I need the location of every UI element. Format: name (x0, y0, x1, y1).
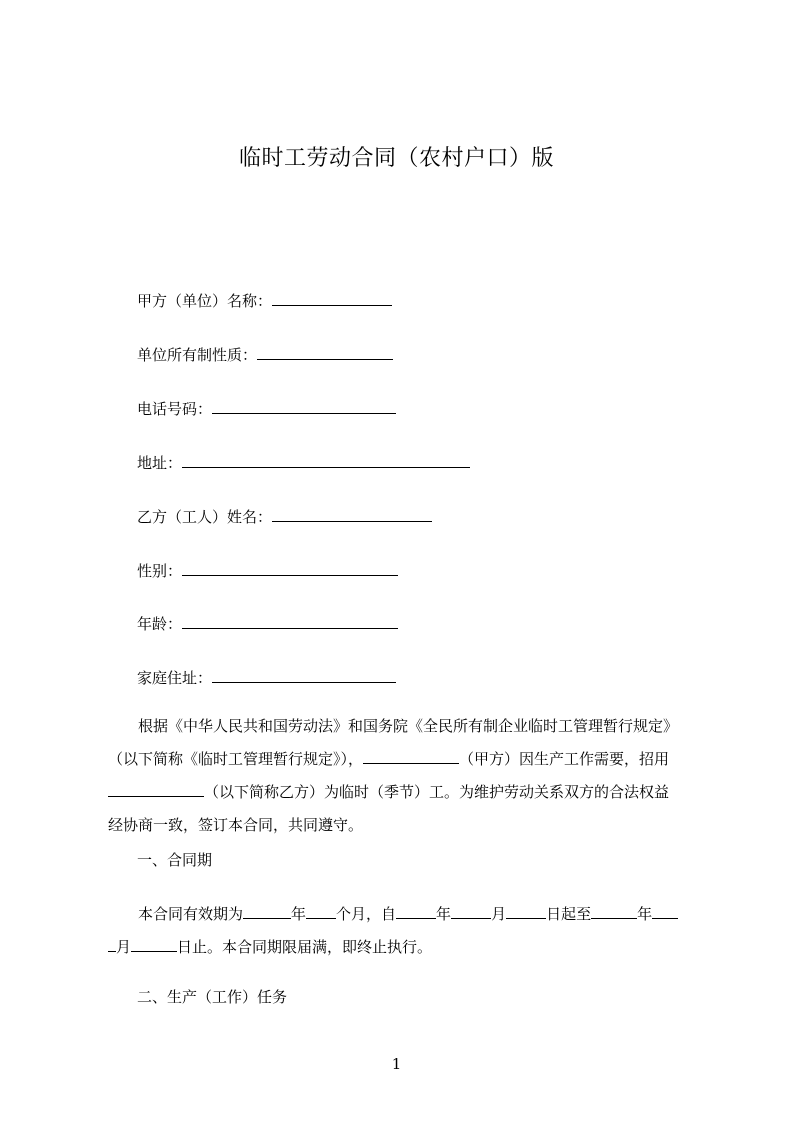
field-employer-name (137, 291, 392, 311)
term-line-2 (108, 931, 708, 964)
field-label: 家庭住址： (137, 669, 213, 687)
fill-blank (108, 782, 204, 797)
section-heading-production-task: 二、生产（工作）任务 (137, 988, 288, 1006)
fill-blank (396, 904, 436, 919)
field-label: 电话号码： (137, 400, 213, 418)
intro-text: （以下简称乙方）为临时（季节）工。为维护劳动关系双方的合法权益 (204, 783, 670, 801)
intro-line-4 (108, 809, 708, 842)
contract-term-paragraph (108, 898, 708, 964)
fill-blank (272, 291, 392, 306)
field-phone (137, 399, 396, 419)
fill-blank (108, 937, 116, 952)
intro-paragraph (108, 710, 708, 842)
field-ownership-type (137, 345, 393, 365)
fill-blank (306, 904, 336, 919)
fill-blank (591, 904, 637, 919)
intro-text: 经协商一致，签订本合同，共同遵守。 (108, 816, 364, 834)
fill-blank (212, 668, 396, 683)
field-label: 单位所有制性质： (137, 346, 258, 364)
intro-text: （甲方）因生产工作需要，招用 (459, 750, 670, 768)
fill-blank (506, 904, 546, 919)
intro-line-3 (108, 776, 708, 809)
fill-blank (182, 614, 398, 629)
term-text: 月 (491, 905, 507, 923)
fill-blank (652, 904, 678, 919)
term-text: 年 (436, 905, 452, 923)
field-label: 甲方（单位）名称： (137, 292, 273, 310)
intro-line-2 (108, 743, 708, 776)
field-age (137, 614, 398, 634)
field-worker-name (137, 507, 432, 527)
fill-blank (363, 749, 459, 764)
term-text: 本合同有效期为 (138, 905, 244, 923)
term-text: 日止。本合同期限届满，即终止执行。 (177, 938, 433, 956)
term-text: 年 (637, 905, 653, 923)
fill-blank (257, 345, 393, 360)
field-home-address (137, 668, 396, 688)
field-gender (137, 561, 398, 581)
intro-text: （以下简称《临时工管理暂行规定》）， (108, 750, 364, 768)
fill-blank (272, 507, 432, 522)
field-label: 乙方（工人）姓名： (137, 508, 273, 526)
fill-blank (182, 561, 398, 576)
term-text: 日起至 (546, 905, 592, 923)
field-label: 年龄： (137, 615, 183, 633)
term-text: 个月，自 (336, 905, 397, 923)
field-address (137, 453, 470, 473)
document-title: 临时工劳动合同（农村户口）版 (238, 146, 554, 171)
fill-blank (451, 904, 491, 919)
field-label: 性别： (137, 562, 183, 580)
intro-text: 根据《中华人民共和国劳动法》和国务院《全民所有制企业临时工管理暂行规定》 (138, 717, 679, 735)
fill-blank (131, 937, 177, 952)
term-text: 年 (291, 905, 307, 923)
fill-blank (243, 904, 291, 919)
section-heading-contract-term: 一、合同期 (137, 851, 213, 869)
page-number: 1 (391, 1055, 402, 1073)
term-text: 月 (116, 938, 132, 956)
intro-line-1 (108, 710, 708, 743)
term-line-1 (108, 898, 708, 931)
fill-blank (212, 399, 396, 414)
field-label: 地址： (137, 454, 183, 472)
fill-blank (182, 453, 470, 468)
